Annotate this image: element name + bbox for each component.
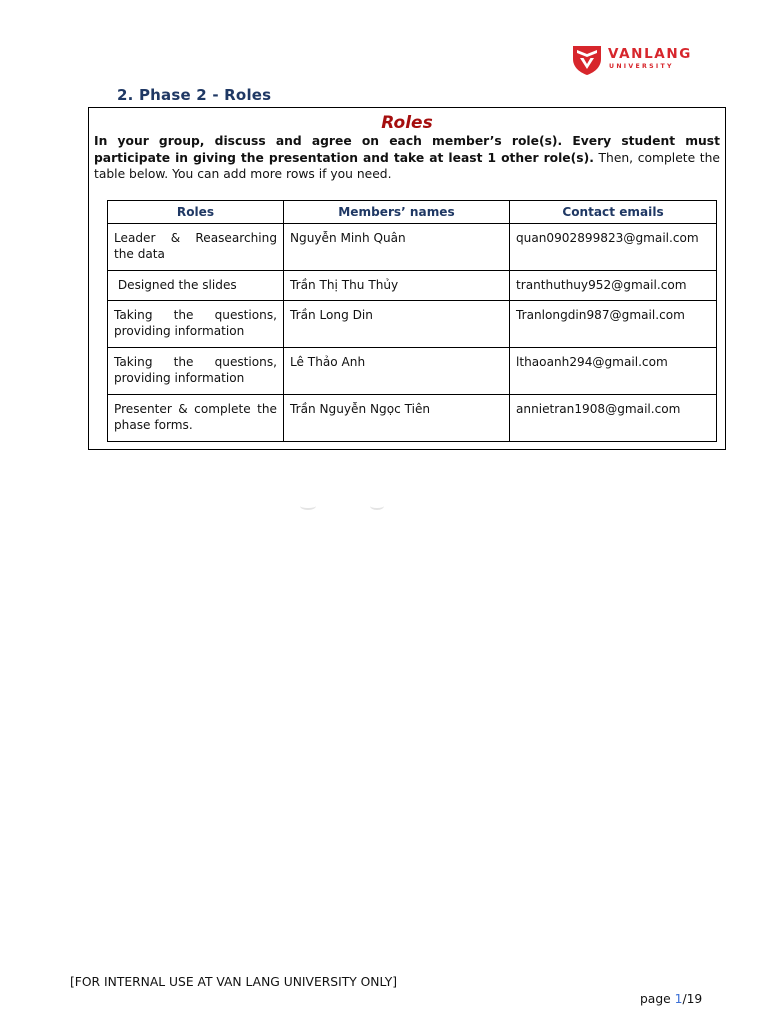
vanlang-logo [572, 44, 702, 76]
table-row [108, 348, 717, 395]
member-name-cell: Lê Thảo Anh [284, 348, 510, 395]
faint-mark [370, 502, 384, 510]
instructions-normal: Then, complete the table below. You can add more rows if you need. [94, 150, 720, 182]
role-cell: Presenter & complete the phase forms. [108, 395, 284, 442]
instructions-paragraph [94, 133, 720, 183]
role-cell: Designed the slides [108, 271, 284, 301]
vanlang-shield-icon [572, 44, 602, 76]
table-header-row [108, 201, 717, 224]
member-name-cell: Trần Nguyễn Ngọc Tiên [284, 395, 510, 442]
email-cell: annietran1908@gmail.com [510, 395, 717, 442]
column-header-members: Members’ names [284, 201, 510, 224]
table-row [108, 301, 717, 348]
logo-name: VANLANG [608, 46, 692, 62]
roles-table [107, 200, 717, 442]
member-name-cell: Trần Long Din [284, 301, 510, 348]
role-cell: Leader & Reasearching the data [108, 224, 284, 271]
table-row [108, 395, 717, 442]
member-name-cell: Nguyễn Minh Quân [284, 224, 510, 271]
email-cell: lthaoanh294@gmail.com [510, 348, 717, 395]
logo-subtitle: UNIVERSITY [609, 63, 674, 70]
column-header-roles: Roles [108, 201, 284, 224]
email-cell: quan0902899823@gmail.com [510, 224, 717, 271]
role-cell: Taking the questions, providing information [108, 301, 284, 348]
table-row [108, 271, 717, 301]
member-name-cell: Trần Thị Thu Thủy [284, 271, 510, 301]
column-header-emails: Contact emails [510, 201, 717, 224]
instructions-bold: In your group, discuss and agree on each member’s role(s). Every student must participate in giving the presentation and take at least 1 other role(s). [94, 134, 720, 165]
page-total: /19 [682, 992, 703, 1006]
footer-note: [FOR INTERNAL USE AT VAN LANG UNIVERSITY ONLY] [70, 975, 398, 989]
page-number [640, 992, 702, 1006]
roles-box-title: Roles [381, 113, 433, 133]
role-cell: Taking the questions, providing information [108, 348, 284, 395]
page-current: 1 [674, 992, 683, 1006]
table-row [108, 224, 717, 271]
section-heading: 2. Phase 2 - Roles [117, 86, 272, 104]
roles-box [88, 107, 726, 450]
faint-mark [300, 502, 316, 510]
email-cell: tranthuthuy952@gmail.com [510, 271, 717, 301]
page-prefix: page [640, 992, 675, 1006]
email-cell: Tranlongdin987@gmail.com [510, 301, 717, 348]
